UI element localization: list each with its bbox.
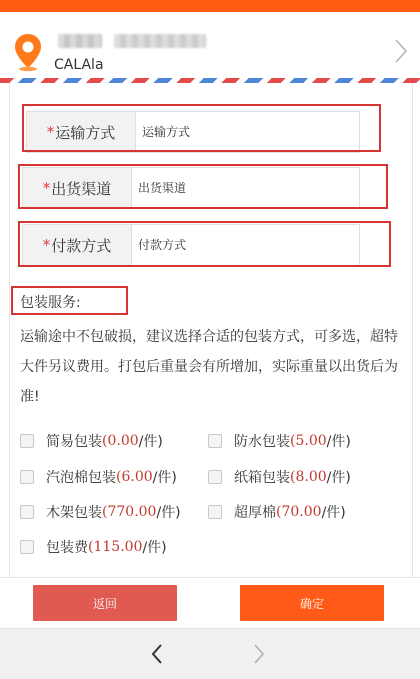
browser-nav-bar [0, 628, 420, 679]
packaging-option[interactable]: 超厚棉 (70.00 /件) [208, 502, 346, 522]
option-checkbox[interactable] [208, 470, 222, 484]
packaging-option[interactable]: 纸箱包装 (8.00 /件) [208, 467, 351, 487]
packaging-option[interactable]: 防水包装 (5.00 /件) [208, 431, 351, 451]
option-checkbox[interactable] [20, 470, 34, 484]
shipping-channel-input[interactable] [132, 168, 359, 208]
packaging-service-title: 包装服务: [20, 295, 81, 311]
recipient-phone-blurred [114, 34, 206, 48]
option-checkbox[interactable] [20, 540, 34, 554]
option-checkbox[interactable] [208, 434, 222, 448]
option-checkbox[interactable] [20, 434, 34, 448]
payment-method-input[interactable] [132, 225, 359, 265]
shipping-method-label: * 运输方式 [27, 112, 136, 152]
packaging-notice: 运输途中不包破损，建议选择合适的包装方式，可多选，超特大件另议费用。打包后重量会有所增加，实际重量以出货后为准! [20, 329, 398, 405]
shipping-channel-field [22, 167, 360, 209]
shipping-method-field [26, 111, 360, 153]
option-checkbox[interactable] [20, 505, 34, 519]
payment-method-field [22, 224, 360, 266]
packaging-option[interactable]: 简易包装 (0.00 /件) [20, 431, 163, 451]
packaging-option[interactable]: 木架包装 (770.00 /件) [20, 502, 181, 522]
payment-method-label: * 付款方式 [23, 225, 132, 265]
back-button[interactable]: 返回 [33, 585, 177, 621]
footer-divider [0, 577, 420, 578]
shipping-channel-label: * 出货渠道 [23, 168, 132, 208]
address-card[interactable] [0, 12, 420, 80]
packaging-option[interactable]: 包装费 (115.00 /件) [20, 537, 167, 557]
chevron-right-icon[interactable] [252, 643, 266, 665]
chevron-left-icon[interactable] [150, 643, 164, 665]
option-checkbox[interactable] [208, 505, 222, 519]
packaging-option[interactable]: 汽泡棉包装 (6.00 /件) [20, 467, 177, 487]
recipient-name-blurred [58, 34, 102, 48]
top-accent-bar [0, 0, 420, 12]
address-company: CALAla [54, 57, 104, 73]
confirm-button[interactable]: 确定 [240, 585, 384, 621]
shipping-method-input[interactable] [136, 112, 359, 152]
chevron-right-icon[interactable] [394, 38, 408, 64]
location-pin-icon [12, 32, 44, 72]
highlight-box [11, 286, 128, 315]
